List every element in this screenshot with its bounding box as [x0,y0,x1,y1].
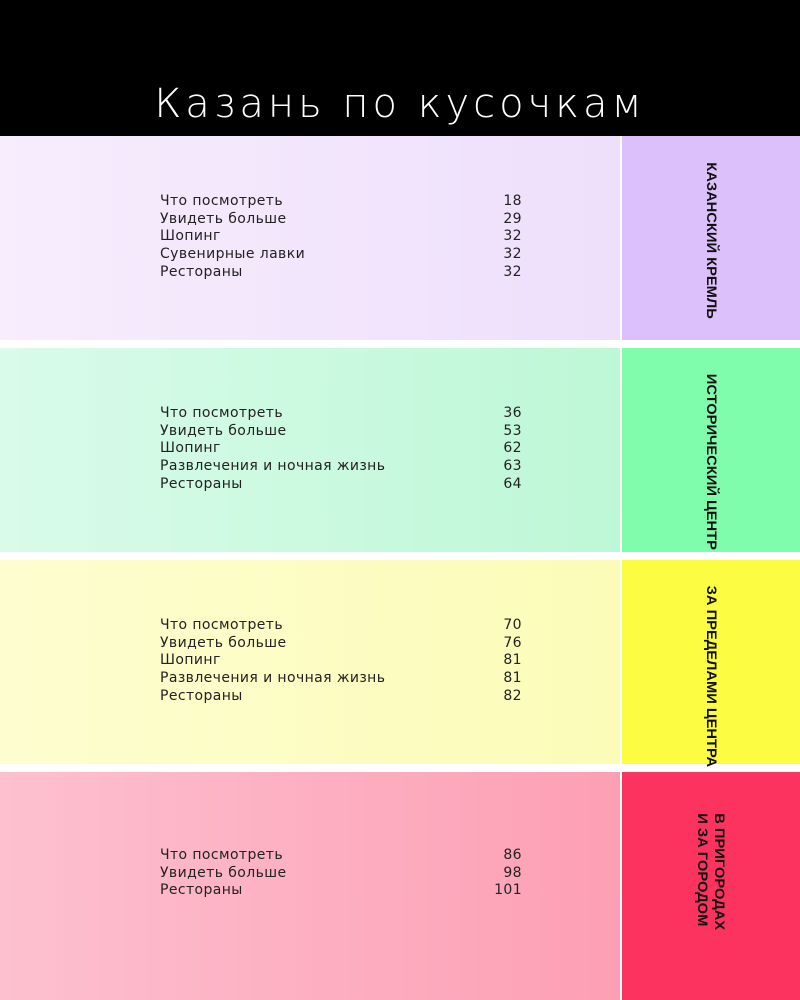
toc-item-label: Развлечения и ночная жизнь [160,670,386,687]
toc-item-label: Шопинг [160,652,221,669]
toc-item-label: Шопинг [160,228,221,245]
toc-item[interactable] [160,670,522,688]
toc-item-page: 81 [503,670,522,687]
section-content [0,772,620,1000]
toc-item-label: Увидеть больше [160,422,287,439]
toc-item-label: Увидеть больше [160,210,287,227]
section-tab-kazan-kremlin[interactable] [622,136,800,340]
toc-item-page: 76 [503,634,522,651]
section-tab-outside-center[interactable] [622,560,800,768]
toc-item[interactable] [160,228,522,246]
section-tab-label: ИСТОРИЧЕСКИЙ ЦЕНТР [704,373,720,550]
toc-item-label: Увидеть больше [160,634,287,651]
toc-item-label: Что посмотреть [160,847,283,863]
toc-item-page: 101 [494,882,522,899]
toc-item-page: 32 [503,246,522,263]
toc-item-page: 62 [503,440,522,457]
toc-item[interactable] [160,193,522,211]
section-content [0,136,620,340]
toc-item-page: 70 [503,617,522,633]
toc-item[interactable] [160,458,522,476]
toc-item-label: Шопинг [160,440,221,457]
toc-item-page: 18 [503,193,522,209]
toc-list [160,405,522,493]
toc-item[interactable] [160,847,522,865]
toc-item[interactable] [160,211,522,229]
section-tab-label: В ПРИГОРОДАХ И ЗА ГОРОДОМ [695,813,728,931]
toc-item-page: 36 [503,405,522,421]
toc-item-label: Рестораны [160,882,243,899]
section-tab-label: ЗА ПРЕДЕЛАМИ ЦЕНТРА [704,585,720,768]
toc-item-page: 98 [503,864,522,881]
toc-item[interactable] [160,405,522,423]
toc-item-label: Развлечения и ночная жизнь [160,458,386,475]
toc-item[interactable] [160,865,522,883]
section-tab-historic-center[interactable] [622,348,800,552]
page-title: Казань по кусочкам [154,81,646,127]
toc-item-label: Что посмотреть [160,405,283,421]
toc-item[interactable] [160,688,522,706]
toc-item-page: 29 [503,210,522,227]
toc-item-label: Рестораны [160,475,243,492]
toc-list [160,617,522,705]
section-outside-center [0,560,800,768]
toc-item[interactable] [160,652,522,670]
toc-item-page: 64 [503,475,522,492]
toc-item[interactable] [160,440,522,458]
toc-item-page: 82 [503,687,522,704]
toc-item-label: Сувенирные лавки [160,246,306,263]
page-header [0,0,800,136]
toc-item-label: Что посмотреть [160,617,283,633]
toc-item[interactable] [160,264,522,282]
toc-item[interactable] [160,423,522,441]
toc-item-page: 86 [503,847,522,863]
toc-item-label: Что посмотреть [160,193,283,209]
toc-item[interactable] [160,882,522,900]
toc-item-page: 81 [503,652,522,669]
section-suburbs [0,772,800,1000]
toc-item-label: Рестораны [160,263,243,280]
toc-item-page: 53 [503,422,522,439]
toc-item-page: 63 [503,458,522,475]
section-tab-label: КАЗАНСКИЙ КРЕМЛЬ [704,162,720,319]
section-tab-suburbs[interactable] [622,772,800,1000]
section-historic-center [0,348,800,552]
toc-item-label: Рестораны [160,687,243,704]
toc-item-label: Увидеть больше [160,864,287,881]
toc-item[interactable] [160,246,522,264]
section-content [0,560,620,764]
toc-item-page: 32 [503,263,522,280]
toc-list [160,193,522,281]
toc-item[interactable] [160,635,522,653]
toc-item[interactable] [160,476,522,494]
toc-item[interactable] [160,617,522,635]
toc-list [160,847,522,900]
toc-item-page: 32 [503,228,522,245]
section-kazan-kremlin [0,136,800,340]
section-content [0,348,620,552]
